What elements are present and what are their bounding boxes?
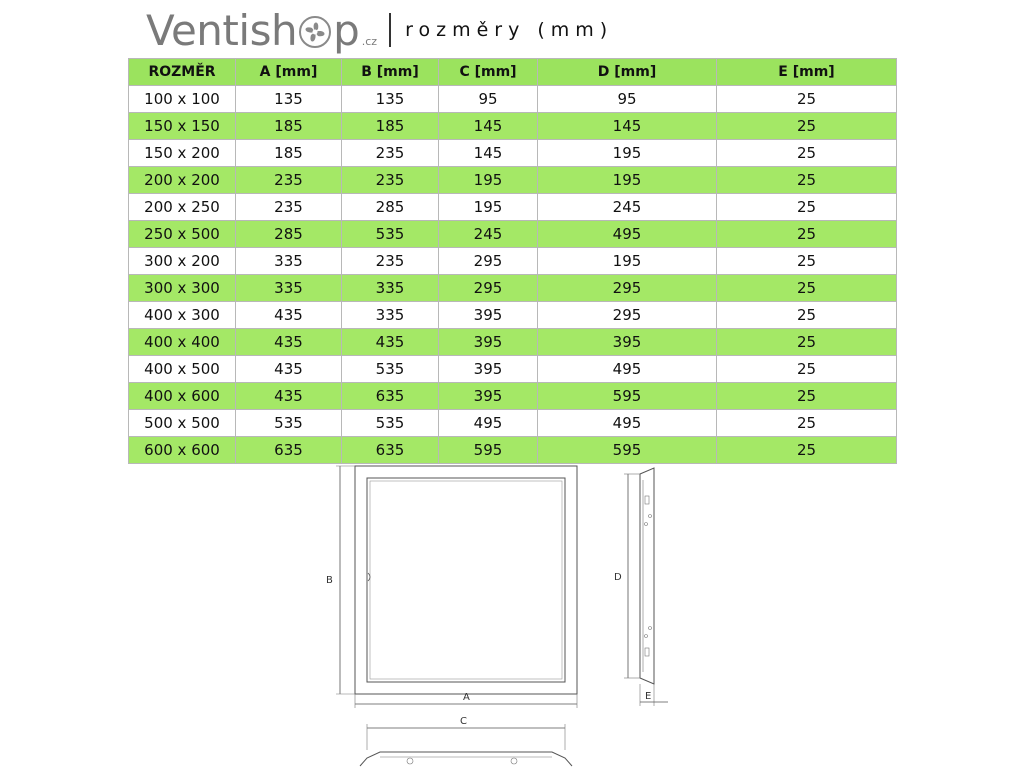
table-cell-d: 145: [538, 113, 717, 140]
table-cell-b: 535: [342, 221, 439, 248]
column-header-size: ROZMĚR: [129, 59, 236, 86]
table-cell-size: 200 x 250: [129, 194, 236, 221]
table-row: [129, 113, 897, 140]
table-row: [129, 86, 897, 113]
table-cell-d: 95: [538, 86, 717, 113]
dimension-label-d: D: [614, 572, 622, 583]
column-header-c: C [mm]: [439, 59, 538, 86]
table-cell-size: 400 x 300: [129, 302, 236, 329]
table-cell-c: 395: [439, 302, 538, 329]
column-header-b: B [mm]: [342, 59, 439, 86]
table-cell-e: 25: [717, 356, 897, 383]
side-view-clip-top: [645, 496, 649, 504]
table-cell-a: 135: [236, 86, 342, 113]
side-view-hole-3: [649, 627, 652, 630]
table-cell-b: 535: [342, 356, 439, 383]
table-cell-c: 195: [439, 167, 538, 194]
table-cell-b: 285: [342, 194, 439, 221]
page-header: [146, 4, 613, 56]
table-cell-b: 435: [342, 329, 439, 356]
table-row: [129, 410, 897, 437]
table-cell-d: 495: [538, 410, 717, 437]
table-cell-d: 495: [538, 221, 717, 248]
table-cell-d: 295: [538, 302, 717, 329]
table-row: [129, 140, 897, 167]
column-header-a: A [mm]: [236, 59, 342, 86]
panel-inner-door: [367, 478, 565, 682]
table-cell-c: 495: [439, 410, 538, 437]
table-cell-b: 635: [342, 383, 439, 410]
table-cell-size: 200 x 200: [129, 167, 236, 194]
table-cell-e: 25: [717, 86, 897, 113]
table-cell-e: 25: [717, 410, 897, 437]
dimension-label-e: E: [645, 691, 652, 702]
table-cell-e: 25: [717, 329, 897, 356]
table-cell-c: 395: [439, 356, 538, 383]
table-cell-a: 635: [236, 437, 342, 464]
table-cell-e: 25: [717, 140, 897, 167]
logo-tld: .cz: [361, 34, 378, 48]
column-header-e: E [mm]: [717, 59, 897, 86]
side-view-hole-2: [645, 523, 648, 526]
table-cell-d: 495: [538, 356, 717, 383]
table-cell-a: 285: [236, 221, 342, 248]
table-cell-e: 25: [717, 167, 897, 194]
table-cell-a: 535: [236, 410, 342, 437]
logo-text: Ventish: [146, 5, 298, 55]
table-row: [129, 302, 897, 329]
technical-drawing: [0, 460, 1024, 768]
table-row: [129, 329, 897, 356]
side-view-clip-bottom: [645, 648, 649, 656]
table-cell-a: 435: [236, 356, 342, 383]
table-row: [129, 194, 897, 221]
table-cell-c: 95: [439, 86, 538, 113]
table-cell-size: 300 x 300: [129, 275, 236, 302]
table-cell-c: 595: [439, 437, 538, 464]
table-cell-a: 185: [236, 113, 342, 140]
table-body: [129, 86, 897, 464]
table-cell-size: 600 x 600: [129, 437, 236, 464]
table-row: [129, 248, 897, 275]
table-cell-e: 25: [717, 275, 897, 302]
bottom-view-screw-left: [407, 758, 413, 764]
table-cell-b: 235: [342, 140, 439, 167]
fan-icon: [298, 15, 332, 49]
table-row: [129, 275, 897, 302]
table-cell-size: 500 x 500: [129, 410, 236, 437]
table-cell-a: 235: [236, 194, 342, 221]
bottom-view-screw-right: [511, 758, 517, 764]
side-view-hole-4: [645, 635, 648, 638]
table-cell-d: 245: [538, 194, 717, 221]
table-cell-d: 595: [538, 383, 717, 410]
page-title: rozměry (mm): [405, 19, 614, 41]
table-cell-size: 400 x 500: [129, 356, 236, 383]
table-header-row: [129, 59, 897, 86]
table-cell-d: 395: [538, 329, 717, 356]
table-cell-a: 185: [236, 140, 342, 167]
table-cell-c: 145: [439, 113, 538, 140]
table-cell-e: 25: [717, 221, 897, 248]
table-cell-e: 25: [717, 383, 897, 410]
table-cell-a: 335: [236, 248, 342, 275]
table-cell-b: 535: [342, 410, 439, 437]
table-cell-d: 195: [538, 167, 717, 194]
table-cell-size: 100 x 100: [129, 86, 236, 113]
panel-inner-edge: [370, 481, 562, 679]
table-cell-b: 235: [342, 248, 439, 275]
table-cell-b: 335: [342, 275, 439, 302]
table-cell-c: 195: [439, 194, 538, 221]
table-cell-c: 295: [439, 248, 538, 275]
table-cell-size: 150 x 150: [129, 113, 236, 140]
panel-outer-frame: [355, 466, 577, 694]
side-view-profile: [640, 468, 654, 684]
table-cell-c: 395: [439, 329, 538, 356]
table-cell-a: 335: [236, 275, 342, 302]
table-row: [129, 383, 897, 410]
header-divider: [389, 13, 391, 47]
dimension-label-a: A: [463, 692, 470, 703]
table-cell-size: 400 x 400: [129, 329, 236, 356]
logo-text-end: p: [333, 5, 360, 55]
table-cell-b: 185: [342, 113, 439, 140]
table-cell-size: 250 x 500: [129, 221, 236, 248]
table-cell-size: 400 x 600: [129, 383, 236, 410]
dimension-label-c: C: [460, 716, 467, 727]
table-cell-b: 335: [342, 302, 439, 329]
table-cell-d: 295: [538, 275, 717, 302]
table-row: [129, 167, 897, 194]
dimension-label-b: B: [326, 575, 333, 586]
table-cell-a: 435: [236, 383, 342, 410]
table-cell-e: 25: [717, 194, 897, 221]
table-cell-c: 295: [439, 275, 538, 302]
table-cell-size: 300 x 200: [129, 248, 236, 275]
table-cell-c: 245: [439, 221, 538, 248]
table-cell-size: 150 x 200: [129, 140, 236, 167]
table-cell-d: 595: [538, 437, 717, 464]
table-cell-b: 135: [342, 86, 439, 113]
ventishop-logo: [146, 6, 377, 55]
table-cell-e: 25: [717, 437, 897, 464]
table-cell-a: 435: [236, 329, 342, 356]
table-cell-a: 435: [236, 302, 342, 329]
table-cell-e: 25: [717, 302, 897, 329]
table-cell-a: 235: [236, 167, 342, 194]
table-cell-c: 145: [439, 140, 538, 167]
dimensions-table: [128, 58, 897, 464]
side-view-hole-1: [649, 515, 652, 518]
table-cell-b: 635: [342, 437, 439, 464]
bottom-view-profile: [360, 752, 572, 766]
table-cell-e: 25: [717, 113, 897, 140]
table-cell-d: 195: [538, 140, 717, 167]
table-cell-e: 25: [717, 248, 897, 275]
table-cell-d: 195: [538, 248, 717, 275]
column-header-d: D [mm]: [538, 59, 717, 86]
table-row: [129, 221, 897, 248]
table-cell-b: 235: [342, 167, 439, 194]
table-row: [129, 356, 897, 383]
table-cell-c: 395: [439, 383, 538, 410]
